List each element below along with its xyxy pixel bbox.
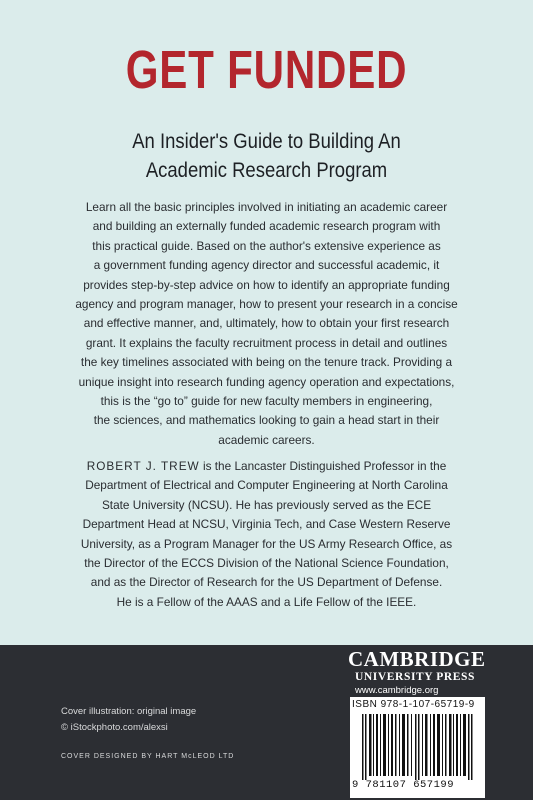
bio-line: He is a Fellow of the AAAS and a Life Fellow of the IEEE. — [116, 594, 417, 609]
description-line: Learn all the basic principles involved in initiating an academic career — [85, 200, 448, 214]
description-line: and building an externally funded academic research program with — [92, 219, 441, 234]
description-line: this practical guide. Based on the author's extensive experience as — [92, 238, 441, 253]
bio-line: Department of Electrical and Computer Engineering at North Carolina — [85, 478, 448, 493]
book-description — [70, 198, 463, 450]
description-line: unique insight into research funding agency operation and expectations, — [78, 374, 455, 389]
description-line: academic careers. — [218, 432, 315, 447]
description-line: a government funding agency director and successful academic, it — [93, 258, 440, 273]
book-title: GET FUNDED — [125, 40, 408, 100]
subtitle-line: An Insider's Guide to Building An — [132, 130, 401, 153]
author-name: ROBERT J. TREW — [86, 459, 200, 473]
subtitle-line: Academic Research Program — [145, 159, 388, 182]
bio-line: the Director of the ECCS Division of the National Science Foundation, — [84, 556, 449, 571]
bio-first-line-text: is the Lancaster Distinguished Professor in the — [199, 459, 447, 473]
illustration-credit: Cover illustration: original image — [61, 706, 197, 717]
description-line: grant. It explains the faculty recruitment process in detail and outlines — [85, 335, 448, 350]
publisher-name: CAMBRIDGE — [348, 647, 486, 671]
description-line: agency and program manager, how to present your research in a concise — [75, 297, 458, 312]
barcode-digits: 9 781107 657199 — [352, 779, 455, 791]
image-source-credit: © iStockphoto.com/alexsi — [61, 722, 168, 733]
bio-first-line — [70, 457, 463, 476]
publisher-subname: UNIVERSITY PRESS — [355, 671, 476, 683]
bio-line: State University (NCSU). He has previously served as the ECE — [101, 497, 432, 512]
book-subtitle — [0, 127, 533, 185]
description-line: the sciences, and mathematics looking to gain a head start in their — [93, 413, 440, 428]
bio-line: Department Head at NCSU, Virginia Tech, and Case Western Reserve — [82, 517, 451, 532]
publisher-url: www.cambridge.org — [355, 685, 439, 696]
isbn-label: ISBN 978-1-107-65719-9 — [352, 699, 475, 710]
author-bio — [70, 457, 463, 612]
description-line: provides step-by-step advice on how to identify an appropriate funding — [83, 277, 450, 292]
designer-credit: COVER DESIGNED BY HART McLEOD LTD — [61, 753, 235, 760]
bio-line: University, as a Program Manager for the US Army Research Office, as — [80, 536, 453, 551]
description-line: and effective manner, and, ultimately, how to obtain your first research — [83, 316, 450, 331]
description-line: this is the “go to” guide for new faculty members in engineering, — [100, 394, 433, 409]
publisher-logo — [348, 648, 493, 697]
description-line: the key timelines associated with being on the tenure track. Providing a — [80, 355, 453, 370]
barcode-icon — [362, 714, 476, 780]
bio-line: and as the Director of Research for the US Department of Defense. — [90, 575, 443, 590]
